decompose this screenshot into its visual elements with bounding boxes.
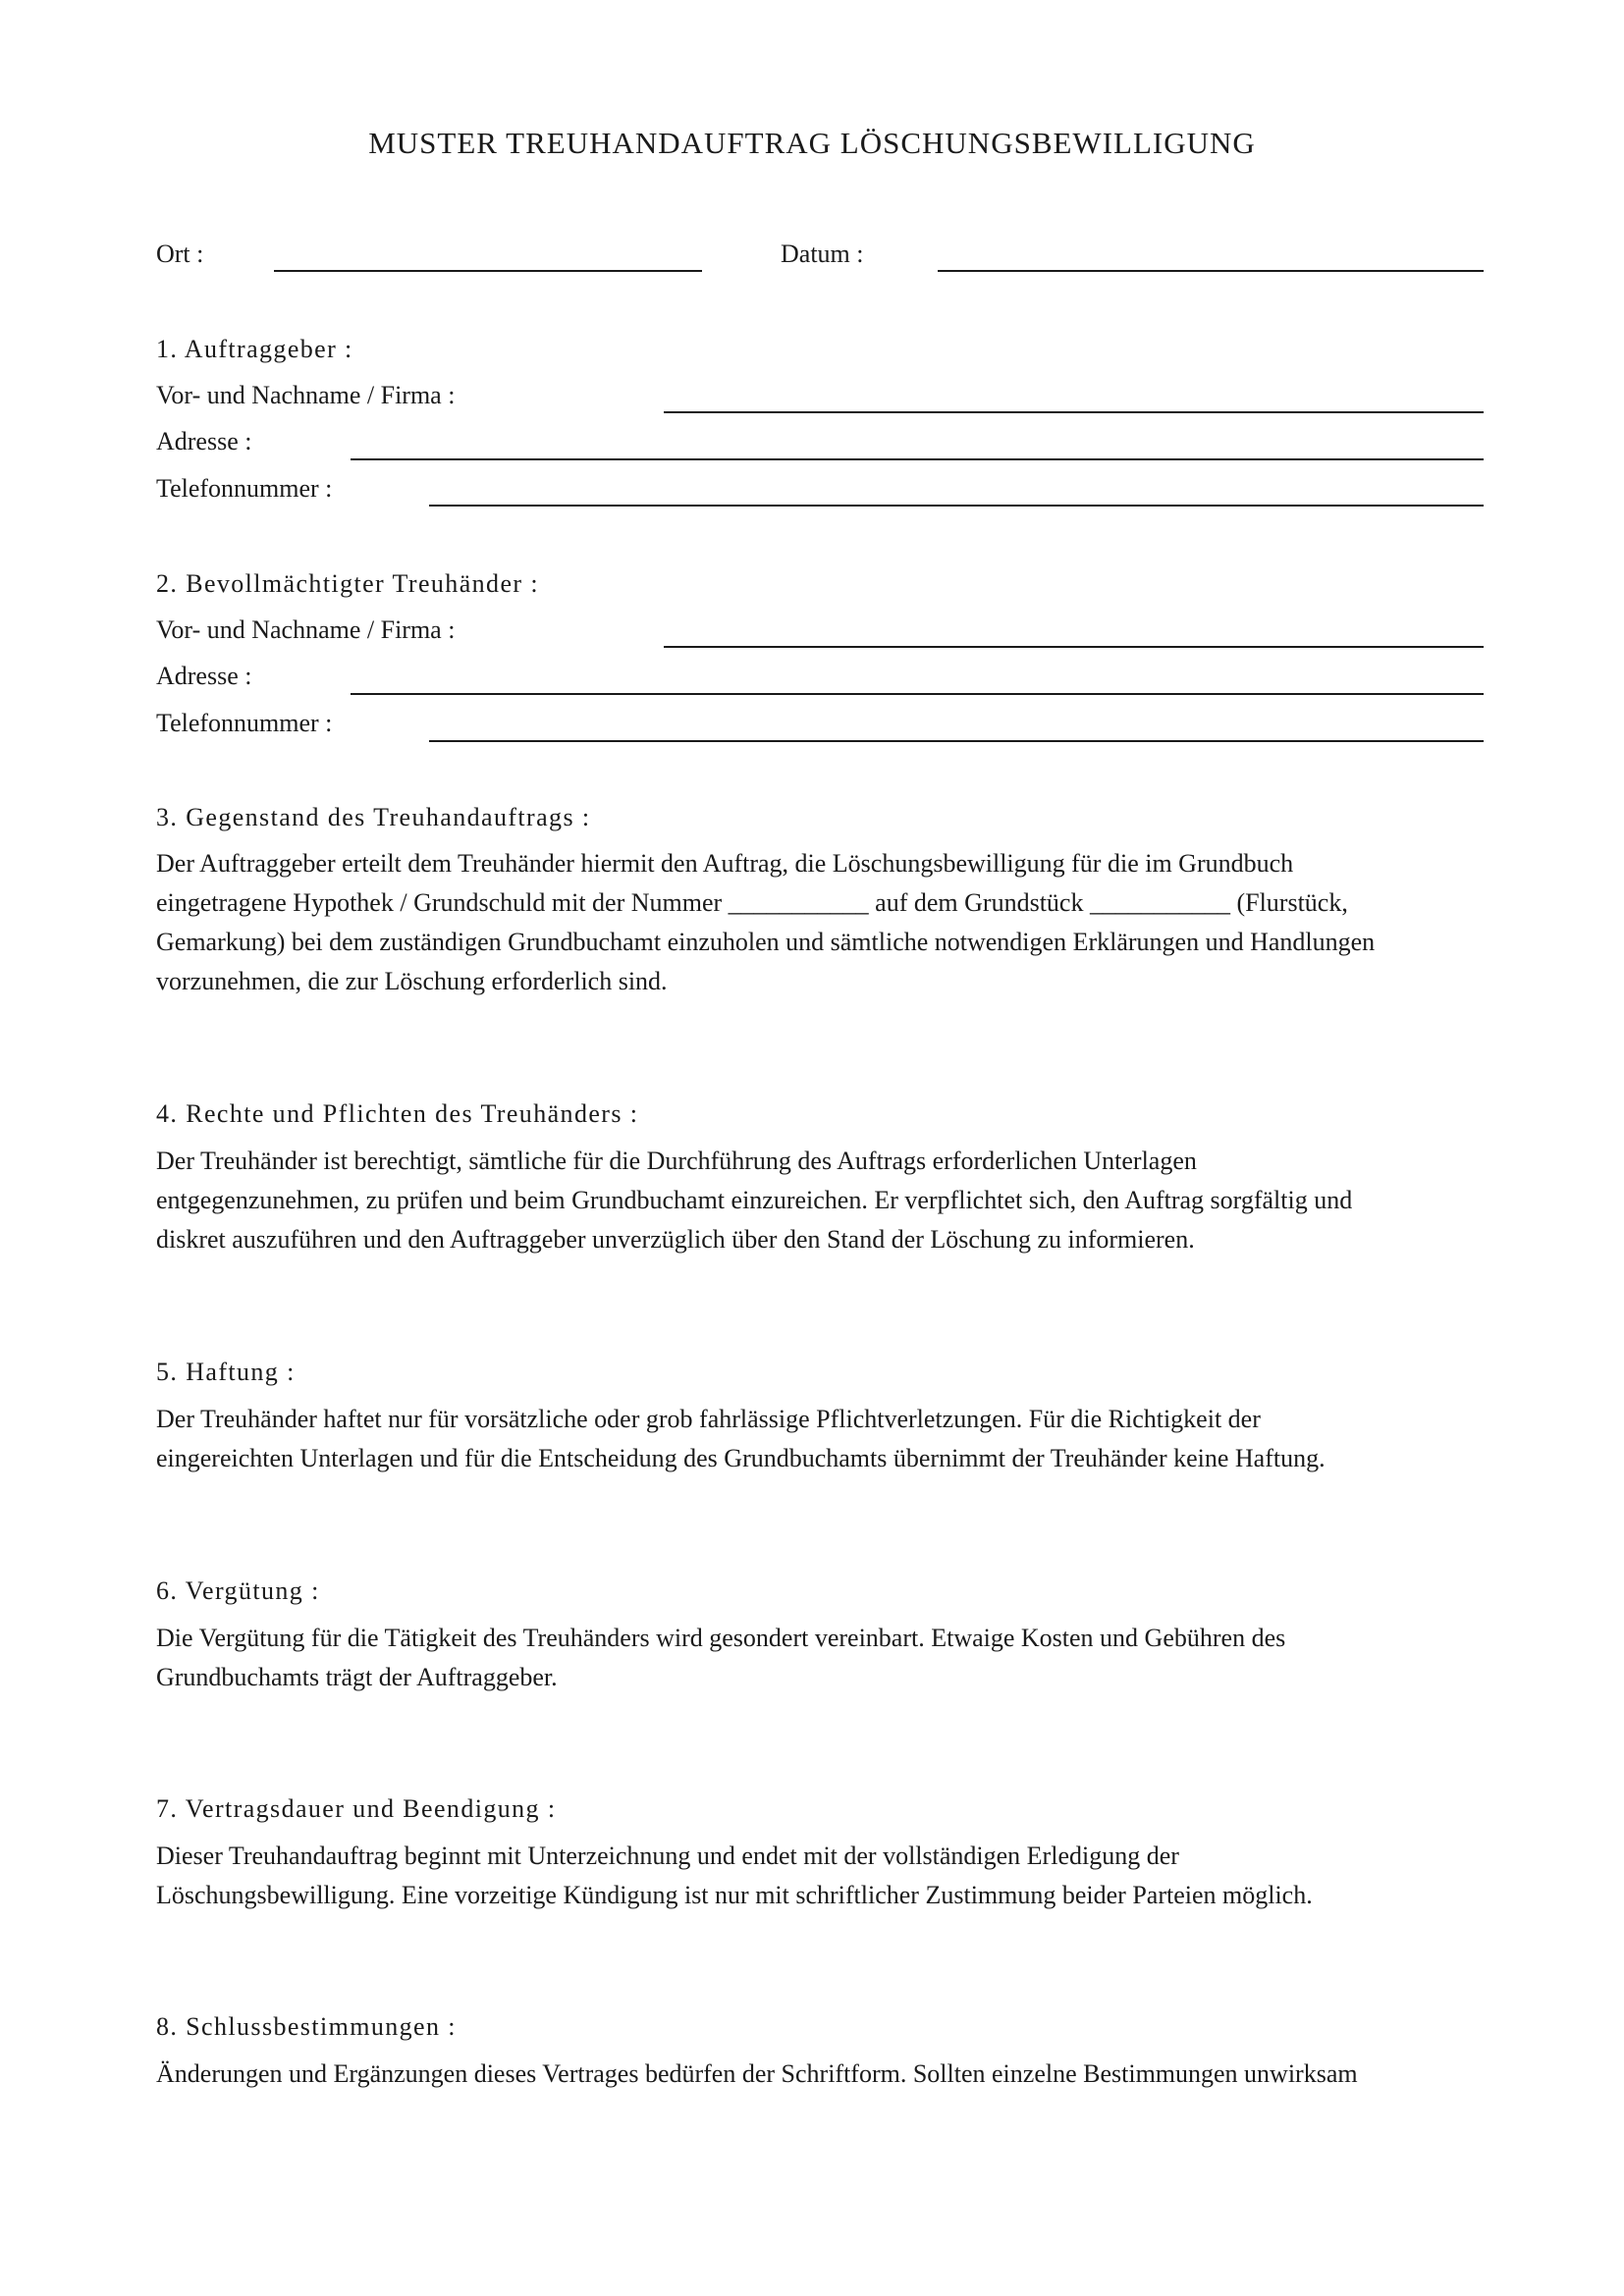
section-8-text (156, 2055, 1491, 2094)
datum-field[interactable] (938, 270, 1484, 272)
datum-label: Datum : (781, 240, 864, 268)
ort-field[interactable] (274, 270, 702, 272)
section-7-line: Dieser Treuhandauftrag beginnt mit Unterzeichnung und endet mit der vollständigen Erledigung der (156, 1842, 1179, 1870)
auftraggeber-phone-field[interactable] (429, 505, 1484, 507)
section-4-line: entgegenzunehmen, zu prüfen und beim Grundbuchamt einzureichen. Er verpflichtet sich, den Auftrag sorgfältig und (156, 1186, 1353, 1214)
section-4-text (156, 1142, 1491, 1259)
section-5-text (156, 1400, 1491, 1478)
treuhaender-address-label: Adresse : (156, 662, 252, 690)
section-8-heading: 8. Schlussbestimmungen : (156, 2012, 457, 2041)
section-7-heading: 7. Vertragsdauer und Beendigung : (156, 1794, 557, 1823)
section-5-line: eingereichten Unterlagen und für die Entscheidung des Grundbuchamts übernimmt der Treuhänder keine Haftung. (156, 1444, 1326, 1472)
section-4-heading: 4. Rechte und Pflichten des Treuhänders : (156, 1099, 639, 1128)
section-7-line: Löschungsbewilligung. Eine vorzeitige Kündigung ist nur mit schriftlicher Zustimmung beider Parteien möglich. (156, 1881, 1313, 1909)
treuhaender-phone-label: Telefonnummer : (156, 709, 333, 737)
section-6-heading: 6. Vergütung : (156, 1576, 320, 1605)
section-8-line: Änderungen und Ergänzungen dieses Vertrages bedürfen der Schriftform. Sollten einzelne Bestimmungen unwirksam (156, 2059, 1358, 2088)
section-1-heading: 1. Auftraggeber : (156, 335, 353, 363)
section-3-line: eingetragene Hypothek / Grundschuld mit der Nummer ___________ auf dem Grundstück ___________ (Flurstück, (156, 888, 1348, 917)
section-6-line: Die Vergütung für die Tätigkeit des Treuhänders wird gesondert vereinbart. Etwaige Kosten und Gebühren des (156, 1624, 1286, 1652)
section-5-heading: 5. Haftung : (156, 1358, 296, 1386)
section-4-line: diskret auszuführen und den Auftraggeber unverzüglich über den Stand der Löschung zu informieren. (156, 1225, 1195, 1254)
auftraggeber-name-field[interactable] (664, 411, 1484, 413)
treuhaender-address-field[interactable] (351, 693, 1484, 695)
section-6-text (156, 1619, 1491, 1697)
section-3-heading: 3. Gegenstand des Treuhandauftrags : (156, 803, 591, 831)
section-3-line: Der Auftraggeber erteilt dem Treuhänder hiermit den Auftrag, die Löschungsbewilligung für die im Grundbuch (156, 849, 1294, 878)
auftraggeber-address-label: Adresse : (156, 427, 252, 455)
treuhaender-name-label: Vor- und Nachname / Firma : (156, 615, 456, 644)
section-4-line: Der Treuhänder ist berechtigt, sämtliche für die Durchführung des Auftrags erforderlichen Unterlagen (156, 1147, 1197, 1175)
treuhaender-name-field[interactable] (664, 646, 1484, 648)
treuhaender-phone-field[interactable] (429, 740, 1484, 742)
auftraggeber-name-label: Vor- und Nachname / Firma : (156, 381, 456, 409)
section-3-line: vorzunehmen, die zur Löschung erforderlich sind. (156, 967, 668, 995)
section-6-line: Grundbuchamts trägt der Auftraggeber. (156, 1663, 558, 1691)
document-title: MUSTER TREUHANDAUFTRAG LÖSCHUNGSBEWILLIGUNG (368, 126, 1256, 160)
auftraggeber-phone-label: Telefonnummer : (156, 474, 333, 503)
section-7-text (156, 1837, 1491, 1915)
section-3-line: Gemarkung) bei dem zuständigen Grundbuchamt einzuholen und sämtliche notwendigen Erklärungen und Handlungen (156, 928, 1376, 956)
section-3-text (156, 844, 1491, 1001)
section-2-heading: 2. Bevollmächtigter Treuhänder : (156, 569, 539, 598)
ort-label: Ort : (156, 240, 204, 268)
section-5-line: Der Treuhänder haftet nur für vorsätzliche oder grob fahrlässige Pflichtverletzungen. Für die Richtigkeit der (156, 1405, 1261, 1433)
auftraggeber-address-field[interactable] (351, 458, 1484, 460)
